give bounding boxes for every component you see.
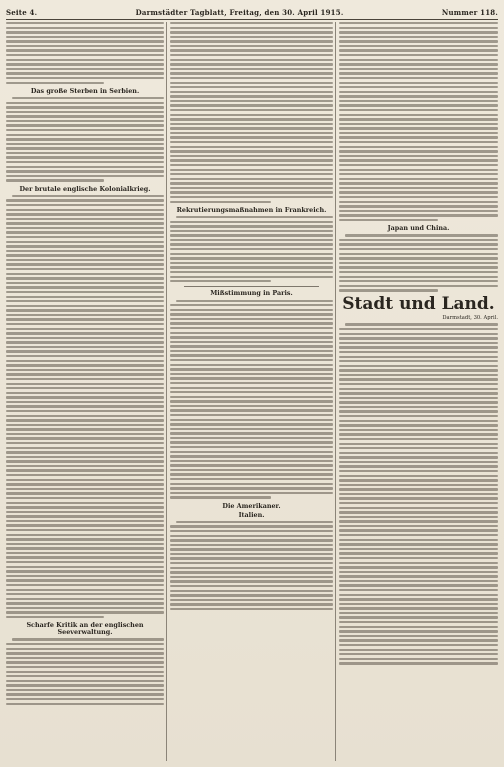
- article-heading: Das große Sterben in Serbien.: [30, 86, 140, 95]
- article-subheading: Italien.: [238, 510, 265, 519]
- section-heading: Stadt und Land.: [342, 293, 495, 314]
- article-text: [339, 323, 498, 664]
- article-heading: Scharfe Kritik an der englischen Seeverwaltung.: [26, 621, 144, 637]
- article-text: [339, 22, 498, 221]
- article-text: [339, 234, 498, 291]
- issue-number: Nummer 118.: [441, 7, 498, 17]
- column-middle: [170, 22, 333, 761]
- header-rule: [6, 19, 498, 20]
- article-text: [170, 300, 333, 499]
- column-left: [6, 22, 164, 761]
- page-number: Seite 4.: [6, 7, 38, 17]
- column-right: [339, 22, 498, 761]
- article-text: [6, 195, 164, 619]
- article-heading: Rekrutierungsmaßnahmen in Frankreich.: [176, 205, 327, 214]
- article-heading: Der brutale englische Kolonialkrieg.: [19, 184, 151, 193]
- section-separator: [184, 286, 319, 287]
- column-divider: [166, 22, 167, 761]
- article-text: [6, 638, 164, 704]
- article-heading: Japan und China.: [387, 224, 450, 233]
- masthead-date: Darmstädter Tagblatt, Freitag, den 30. April 1915.: [135, 7, 344, 17]
- article-text: [6, 97, 164, 182]
- article-text: [6, 22, 164, 84]
- article-text: [170, 521, 333, 610]
- page-header: [6, 6, 498, 18]
- article-heading: Mißstimmung in Paris.: [210, 289, 293, 298]
- article-text: [170, 22, 333, 203]
- article-heading: Die Amerikaner.: [222, 501, 281, 510]
- dateline: Darmstadt, 30. April.: [442, 315, 498, 322]
- article-text: [170, 216, 333, 282]
- column-divider: [335, 22, 336, 761]
